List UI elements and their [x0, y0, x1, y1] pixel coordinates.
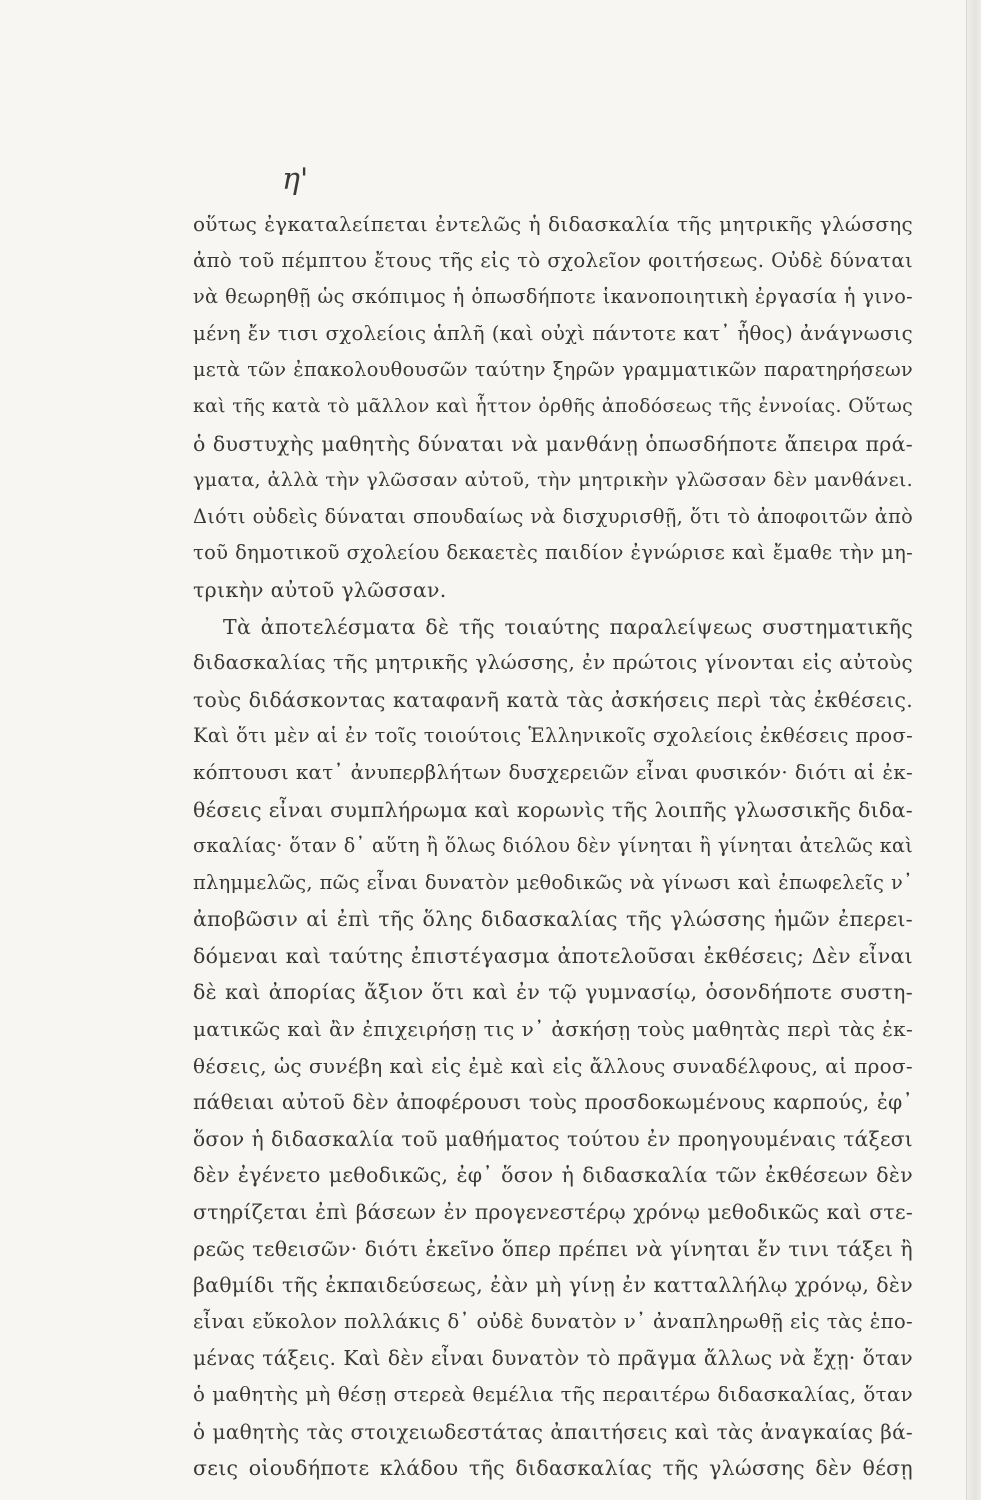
- text-line: ματικῶς καὶ ἂν ἐπιχειρήσῃ τις ν᾽ ἀσκήσῃ τοὺς μαθητὰς περὶ τὰς ἐκ-: [193, 1017, 913, 1042]
- text-line: Καὶ ὅτι μὲν αἱ ἐν τοῖς τοιούτοις Ἑλληνικοῖς σχολείοις ἐκθέσεις προσ-: [193, 724, 913, 748]
- text-line: Τὰ ἀποτελέσματα δὲ τῆς τοιαύτης παραλείψεως συστηματικῆς: [223, 614, 913, 639]
- text-line: ἀπὸ τοῦ πέμπτου ἔτους τῆς εἰς τὸ σχολεῖον φοιτήσεως. Οὐδὲ δύναται: [193, 248, 913, 272]
- text-line: σκαλίας· ὅταν δ᾽ αὕτη ἢ ὅλως διόλου δὲν γίνηται ἢ γίνηται ἀτελῶς καὶ: [193, 834, 913, 858]
- text-line: δόμεναι καὶ ταύτης ἐπιστέγασμα ἀποτελοῦσαι ἐκθέσεις; Δὲν εἶναι: [193, 943, 913, 968]
- text-line: γματα, ἀλλὰ τὴν γλῶσσαν αὐτοῦ, τὴν μητρικὴν γλῶσσαν δὲν μανθάνει.: [193, 469, 913, 492]
- text-line: εἶναι εὔκολον πολλάκις δ᾽ οὐδὲ δυνατὸν ν᾽ ἀναπληρωθῇ εἰς τὰς ἑπο-: [193, 1309, 913, 1333]
- text-line: ὁ μαθητὴς τὰς στοιχειωδεστάτας ἀπαιτήσεις καὶ τὰς ἀναγκαίας βά-: [193, 1419, 913, 1444]
- text-line: ὁ μαθητὴς μὴ θέσῃ στερεὰ θεμέλια τῆς περαιτέρω διδασκαλίας, ὅταν: [193, 1383, 913, 1406]
- text-line: θέσεις εἶναι συμπλήρωμα καὶ κορωνὶς τῆς λοιπῆς γλωσσικῆς διδα-: [193, 797, 913, 822]
- text-line: τοὺς διδάσκοντας καταφανῆ κατὰ τὰς ἀσκήσεις περὶ τὰς ἐκθέσεις.: [193, 687, 913, 712]
- text-line: μετὰ τῶν ἐπακολουθουσῶν ταύτην ξηρῶν γραμματικῶν παρατηρήσεων: [193, 358, 913, 382]
- text-line: ὅσον ἡ διδασκαλία τοῦ μαθήματος τούτου ἐν προηγουμέναις τάξεσι: [193, 1126, 913, 1151]
- page-number: η': [282, 162, 309, 197]
- text-line: κόπτουσι κατ᾽ ἀνυπερβλήτων δυσχερειῶν εἶναι φυσικόν· διότι αἱ ἐκ-: [193, 760, 913, 784]
- text-line: διδασκαλίας τῆς μητρικῆς γλώσσης, ἐν πρώτοις γίνονται εἰς αὐτοὺς: [193, 651, 913, 675]
- text-line: ἀποβῶσιν αἱ ἐπὶ τῆς ὅλης διδασκαλίας τῆς γλώσσης ἡμῶν ἐπερει-: [193, 907, 913, 932]
- text-line: τρικὴν αὐτοῦ γλῶσσαν.: [193, 577, 447, 602]
- text-line: ὁ δυστυχὴς μαθητὴς δύναται νὰ μανθάνῃ ὁπωσδήποτε ἄπειρα πρά-: [193, 431, 913, 456]
- text-line: πάθειαι αὐτοῦ δὲν ἀποφέρουσι τοὺς προσδοκωμένους καρπούς, ἐφ᾽: [193, 1090, 913, 1115]
- text-line: δὲν ἐγένετο μεθοδικῶς, ἐφ᾽ ὅσον ἡ διδασκαλία τῶν ἐκθέσεων δὲν: [193, 1163, 913, 1188]
- text-line: σεις οἱουδήποτε κλάδου τῆς διδασκαλίας τῆς γλώσσης δὲν θέσῃ: [193, 1456, 913, 1481]
- text-line: καὶ τῆς κατὰ τὸ μᾶλλον καὶ ἧττον ὀρθῆς ἀποδόσεως τῆς ἐννοίας. Οὕτως: [193, 395, 913, 417]
- text-line: νὰ θεωρηθῇ ὡς σκόπιμος ἡ ὁπωσδήποτε ἱκανοποιητικὴ ἐργασία ἡ γινο-: [193, 285, 913, 309]
- text-line: ρεῶς τεθεισῶν· διότι ἐκεῖνο ὅπερ πρέπει νὰ γίνηται ἔν τινι τάξει ἢ: [193, 1236, 913, 1261]
- page-edge: [966, 0, 981, 1500]
- text-line: δὲ καὶ ἀπορίας ἄξιον ὅτι καὶ ἐν τῷ γυμνασίῳ, ὁσονδήποτε συστη-: [193, 980, 913, 1005]
- text-line: Διότι οὐδεὶς δύναται σπουδαίως νὰ δισχυρισθῇ, ὅτι τὸ ἀποφοιτῶν ἀπὸ: [193, 504, 913, 528]
- body-text: [193, 206, 913, 1487]
- text-line: πλημμελῶς, πῶς εἶναι δυνατὸν μεθοδικῶς νὰ γίνωσι καὶ ἐπωφελεῖς ν᾽: [193, 870, 913, 894]
- text-line: τοῦ δημοτικοῦ σχολείου δεκαετὲς παιδίον ἐγνώρισε καὶ ἔμαθε τὴν μη-: [193, 541, 913, 565]
- text-line: βαθμίδι τῆς ἐκπαιδεύσεως, ἐὰν μὴ γίνῃ ἐν κατταλλήλῳ χρόνῳ, δὲν: [193, 1273, 913, 1298]
- text-line: θέσεις, ὡς συνέβη καὶ εἰς ἐμὲ καὶ εἰς ἄλλους συναδέλφους, αἱ προσ-: [193, 1053, 913, 1078]
- text-line: στηρίζεται ἐπὶ βάσεων ἐν προγενεστέρῳ χρόνῳ μεθοδικῶς καὶ στε-: [193, 1200, 913, 1225]
- text-line: μένη ἔν τισι σχολείοις ἁπλῆ (καὶ οὐχὶ πάντοτε κατ᾽ ἦθος) ἀνάγνωσις: [193, 321, 913, 345]
- text-line: μένας τάξεις. Καὶ δὲν εἶναι δυνατὸν τὸ πρᾶγμα ἄλλως νὰ ἔχῃ· ὅταν: [193, 1346, 913, 1371]
- text-line: οὕτως ἐγκαταλείπεται ἐντελῶς ἡ διδασκαλία τῆς μητρικῆς γλώσσης: [193, 212, 913, 236]
